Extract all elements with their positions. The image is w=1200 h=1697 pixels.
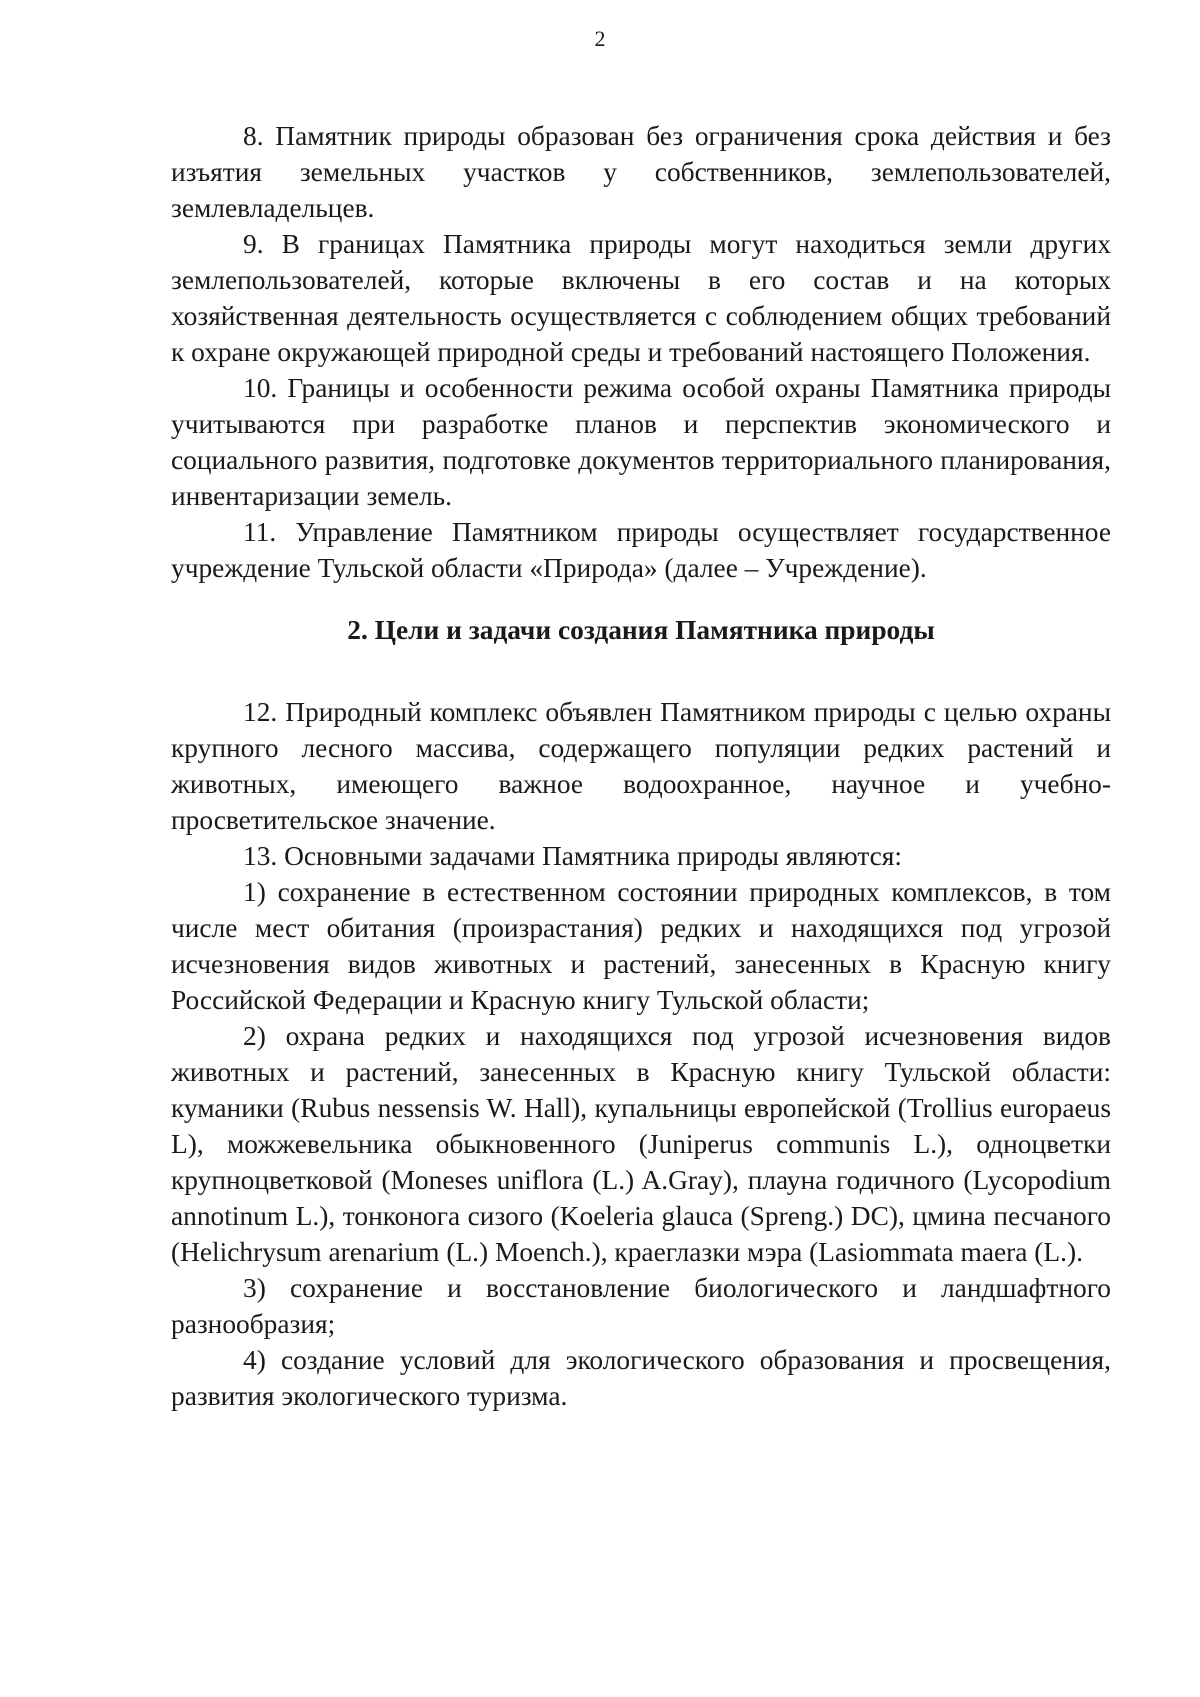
task-item-3: 3) сохранение и восстановление биологического и ландшафтного разнообразия;	[171, 1273, 1111, 1339]
page-number: 2	[594, 26, 606, 51]
document-body	[171, 118, 1111, 1414]
paragraph-12: 12. Природный комплекс объявлен Памятником природы с целью охраны крупного лесного массива, содержащего популяции редких растений и животных, имеющего важное водоохранное, научное и учебно-просветительское значение.	[171, 697, 1111, 835]
paragraph-11: 11. Управление Памятником природы осуществляет государственное учреждение Тульской области «Природа» (далее – Учреждение).	[171, 517, 1111, 583]
task-item-2: 2) охрана редких и находящихся под угрозой исчезновения видов животных и растений, занесенных в Красную книгу Тульской области: куманики (Rubus nessensis W. Hall), купальницы европейской (Trollius europaeus L), можжевельника обыкновенного (Juniperus communis L.), одноцветки крупноцветковой (Moneses uniflora (L.) A.Gray), плауна годичного (Lycopodium annotinum L.), тонконога сизого (Koeleria glauca (Spreng.) DC), цмина песчаного (Helichrysum arenarium (L.) Moench.), краеглазки мэра (Lasiommata maera (L.).	[171, 1021, 1111, 1267]
task-item-1: 1) сохранение в естественном состоянии природных комплексов, в том числе мест обитания (произрастания) редких и находящихся под угрозой исчезновения видов животных и растений, занесенных в Красную книгу Российской Федерации и Красную книгу Тульской области;	[171, 877, 1111, 1015]
task-item-4: 4) создание условий для экологического образования и просвещения, развития экологического туризма.	[171, 1345, 1111, 1411]
section-heading: 2. Цели и задачи создания Памятника природы	[347, 615, 935, 645]
paragraph-13: 13. Основными задачами Памятника природы являются:	[243, 841, 903, 871]
paragraph-10: 10. Границы и особенности режима особой охраны Памятника природы учитываются при разработке планов и перспектив экономического и социального развития, подготовке документов территориального планирования, инвентаризации земель.	[171, 373, 1111, 511]
paragraph-8: 8. Памятник природы образован без ограничения срока действия и без изъятия земельных участков у собственников, землепользователей, землевладельцев.	[171, 121, 1111, 223]
paragraph-9: 9. В границах Памятника природы могут находиться земли других землепользователей, которые включены в его состав и на которых хозяйственная деятельность осуществляется с соблюдением общих требований к охране окружающей природной среды и требований настоящего Положения.	[171, 229, 1111, 367]
